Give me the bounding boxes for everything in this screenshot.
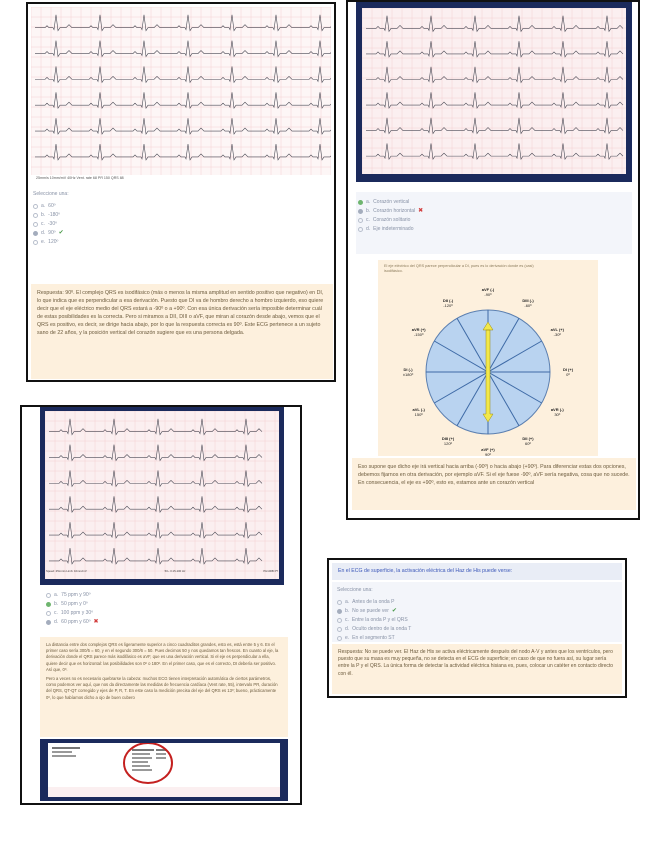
answer-options	[33, 190, 328, 247]
option-text: 60º	[48, 203, 56, 209]
ecg-report-header	[48, 743, 280, 797]
option-letter: c.	[345, 617, 349, 623]
ecg-footer	[46, 569, 278, 573]
option-text: -180º	[48, 212, 61, 218]
lead-degree: ±180º	[402, 372, 414, 377]
lead-name: aVL (+)	[550, 327, 564, 332]
lead-degree: 30º	[554, 412, 561, 417]
lead-name: DI (+)	[562, 367, 574, 372]
option-letter: d.	[345, 626, 350, 632]
answer-explanation	[40, 637, 288, 737]
lead-degree: 90º	[485, 452, 491, 457]
option-letter: d.	[366, 226, 371, 232]
ecg-strip-12-lead	[31, 7, 331, 175]
option-text: Antes de la onda P	[352, 599, 395, 605]
radio-icon[interactable]	[358, 200, 363, 205]
answer-text: Respuesta: No se puede ver. El Haz de His se activa eléctricamente después del nodo A-V y antes que los ventrículos, pero puesto que su masa es muy pequeña, no se detecta en el ECG de superficie; en caso de que no fuera así, su lugar sería entre la P y el QRS. La única forma de detectar la actividad eléctrica hisiana es, pues, colocar un catéter en contacto directo con él.	[338, 649, 614, 677]
radio-icon[interactable]	[337, 600, 342, 605]
option-b[interactable]	[33, 211, 328, 220]
answer-text-2: Pero a veces no es necesario quebrarse la cabeza: muchos ECG tienen interpretación automática de ciertos parámetros, como podemos ver aquí, que nos da directamente las medidas de frecuencia cardíaca (Vent rate, 55), intervalo PR, duración del QRS, QT-QT corregido y ejes de P, R, T. En este caso la medición precisa del eje del QRS es 13º; bueno, prácticamente 0º, lo que habíamos dicho a ojo de buen cubero	[46, 676, 278, 700]
ecg-lead-trace	[366, 41, 623, 57]
ecg-lead-trace	[49, 470, 262, 486]
answer-explanation	[352, 458, 636, 510]
lead-label	[434, 436, 462, 446]
ecg-footer-right: PH100B P?	[263, 569, 278, 573]
option-text: 50 ppm y 0º	[61, 601, 88, 607]
answer-text: Respuesta: 90º. El complejo QRS es isodifásico (más o menos la misma amplitud en sentido positivo que negativo) en DI, lo que indica que es perpendicular a esa derivación. Puesto que DI va de hombro derecho a hombro izquierdo, eso quiere decir que el eje eléctrico medio del QRS estará a -90º o a +90º. Con esa única derivación sería imposible determinar cuál de estas posibilidades es la correcta. Pero si miramos a DII, DIII o aVF, que miran al corazón desde abajo, vemos que el QRS es positivo, es decir, se dirige hacia abajo, por lo que la respuesta correcta es 90º. Este ECG pertenece a un sujeto sano de 22 años, y la posición vertical del corazón sugiere que es una persona delgada.	[37, 290, 324, 336]
ecg-lead-trace	[366, 143, 623, 159]
option-a[interactable]	[33, 202, 328, 211]
answer-explanation	[332, 644, 622, 694]
radio-icon[interactable]	[46, 620, 51, 625]
correct-check-icon: ✔	[391, 608, 397, 614]
option-letter: c.	[41, 221, 45, 227]
option-letter: b.	[345, 608, 350, 614]
lead-label	[434, 298, 462, 308]
radio-icon[interactable]	[46, 593, 51, 598]
ecg-tracing	[362, 8, 626, 174]
lead-degree: 120º	[443, 441, 453, 447]
lead-degree: 60º	[525, 441, 531, 447]
lead-name: DI (-)	[403, 367, 413, 372]
ecg-lead-trace	[49, 522, 262, 538]
ecg-lead-trace	[35, 41, 331, 57]
wrong-cross-icon: ✖	[93, 619, 99, 625]
option-letter: d.	[54, 619, 59, 625]
option-e[interactable]	[337, 634, 617, 643]
option-a[interactable]	[46, 591, 286, 600]
question-panel-axis-degrees	[26, 2, 336, 382]
answer-options	[46, 591, 286, 627]
question-panel-heart-position	[346, 0, 640, 520]
answer-text-1: La distancia entre dos complejos QRS es ligeramente superior a cinco cuadraditos grandes, esto es, está entre 5 y 6. En el primer caso sería 300/5 = 60, y en el segundo 300/6 = 50. Pues decimos 50 y nos quedamos tan frescos. En cuanto al eje, la derivación donde el QRS parece más isodifásico es aVF, que es una derivación vertical. Si el eje es perpendicular a ella, quiere decir que es horizontal: las posibilidades son 0º o 180º. En el primer caso, que es el correcto, DI debería ser positivo. Así que, 0º.	[46, 642, 279, 672]
lead-name: aVR (+)	[411, 327, 426, 332]
lead-degree: -30º	[553, 332, 561, 337]
option-b[interactable]	[337, 607, 617, 616]
select-prompt: Seleccione una:	[33, 191, 69, 197]
ecg-lead-trace	[49, 496, 262, 512]
radio-icon[interactable]	[33, 204, 38, 209]
lead-degree: -90º	[484, 292, 492, 297]
option-d[interactable]	[46, 618, 286, 627]
option-d[interactable]	[337, 625, 617, 634]
lead-name: aVL (-)	[412, 407, 425, 412]
lead-label	[405, 327, 433, 337]
lead-degree: -60º	[524, 302, 532, 308]
report-measurements	[48, 743, 280, 797]
radio-icon[interactable]	[33, 240, 38, 245]
option-b[interactable]	[358, 207, 628, 216]
lead-name: DIII (+)	[441, 436, 455, 442]
option-a[interactable]	[358, 198, 628, 207]
ecg-footer: 25mm/s 10mm/mV 40Hz Vent. rate 68 PR 150 QRS 88	[36, 176, 124, 180]
lead-label	[514, 436, 542, 446]
lead-label	[394, 367, 422, 377]
option-letter: c.	[54, 610, 58, 616]
radio-icon[interactable]	[358, 209, 363, 214]
lead-label	[474, 287, 502, 297]
option-letter: c.	[366, 217, 370, 223]
option-text: Entre la onda P y el QRS	[351, 617, 408, 623]
option-b[interactable]	[46, 600, 286, 609]
option-a[interactable]	[337, 598, 617, 607]
lead-degree: 150º	[414, 412, 423, 417]
radio-icon[interactable]	[337, 618, 342, 623]
option-text: No se puede ver	[352, 608, 389, 614]
axis-diagram	[378, 260, 598, 456]
option-text: 120º	[48, 239, 59, 245]
option-text: Eje indeterminado	[373, 226, 414, 232]
ecg-lead-trace	[35, 66, 331, 82]
option-letter: d.	[41, 230, 46, 236]
lead-name: aVR (-)	[550, 407, 564, 412]
radio-icon[interactable]	[337, 636, 342, 641]
option-c[interactable]	[46, 609, 286, 618]
question-panel-his-bundle	[327, 558, 627, 698]
option-letter: e.	[345, 635, 350, 641]
lead-degree: -150º	[413, 332, 424, 337]
option-d[interactable]	[358, 225, 628, 234]
ecg-lead-trace	[366, 92, 623, 108]
lead-name: DII (-)	[442, 297, 454, 303]
ecg-tracing	[45, 411, 279, 579]
option-text: En el segmento ST	[352, 635, 395, 641]
lead-label	[514, 298, 542, 308]
ecg-lead-trace	[366, 67, 623, 83]
lead-name: DII (+)	[522, 436, 534, 442]
option-text: 75 ppm y 90º	[61, 592, 91, 598]
radio-icon[interactable]	[358, 227, 363, 232]
wrong-cross-icon: ✖	[418, 208, 424, 214]
lead-label	[474, 447, 502, 457]
lead-name: aVF (-)	[481, 287, 495, 292]
radio-icon[interactable]	[46, 611, 51, 616]
option-letter: b.	[366, 208, 371, 214]
radio-icon[interactable]	[358, 218, 363, 223]
ecg-tracing	[31, 7, 331, 175]
question-title: En el ECG de superficie, la activación eléctrica del Haz de His puede verse:	[332, 563, 622, 580]
lead-label	[543, 407, 571, 417]
lead-degree: 0º	[566, 372, 570, 377]
ecg-footer-mid: 50~ 0.15-100 Hz	[164, 569, 186, 573]
lead-label	[554, 367, 582, 377]
ecg-lead-trace	[35, 118, 331, 134]
select-prompt: Seleccione una:	[337, 587, 373, 593]
lead-label	[543, 327, 571, 337]
ecg-strip-12-lead	[362, 8, 626, 174]
diagram-title: El eje eléctrico del QRS parece perpendicular a DI, pues es lo derivación donde es (casi) isodifásico.	[384, 264, 534, 273]
radio-icon[interactable]	[33, 222, 38, 227]
radio-icon[interactable]	[46, 602, 51, 607]
lead-degree: -120º	[443, 302, 453, 308]
option-letter: a.	[41, 203, 46, 209]
option-text: Corazón horizontal	[373, 208, 416, 214]
option-letter: e.	[41, 239, 46, 245]
ecg-footer-left: Speed: 25mm/s Limb: 10mm/mV	[46, 569, 87, 573]
radio-icon[interactable]	[33, 231, 38, 236]
radio-icon[interactable]	[33, 213, 38, 218]
answer-options	[337, 586, 617, 643]
answer-explanation	[31, 284, 333, 379]
option-text: 60 ppm y 60º	[61, 619, 91, 625]
option-text: Oculto dentro de la onda T	[352, 626, 412, 632]
option-letter: b.	[54, 601, 59, 607]
answer-text: Eso supone que dicho eje irá vertical hacia arriba (-90º) o hacia abajo (+90º). Para diferenciar estas dos opciones, debemos fijarnos en otra derivación, por ejemplo aVF. Si el eje fuese -90º, aVF sería negativa, cosa que no sucede. En consecuencia, el eje es +90º, esto es, estamos ante un corazón vertical	[358, 464, 630, 486]
option-c[interactable]	[33, 220, 328, 229]
ecg-lead-trace	[35, 92, 331, 108]
option-text: Corazón vertical	[373, 199, 410, 205]
option-text: 90º	[48, 230, 56, 236]
option-letter: a.	[366, 199, 371, 205]
option-text: 100 ppm y 30º	[60, 610, 94, 616]
option-letter: a.	[345, 599, 350, 605]
option-d[interactable]	[33, 229, 328, 238]
option-text: -30º	[47, 221, 57, 227]
radio-icon[interactable]	[337, 627, 342, 632]
ecg-strip-12-lead	[45, 411, 279, 579]
option-c[interactable]	[358, 216, 628, 225]
question-panel-rate-axis	[20, 405, 302, 805]
option-e[interactable]	[33, 238, 328, 247]
option-text: Corazón solitario	[372, 217, 411, 223]
ecg-lead-trace	[49, 548, 262, 564]
lead-name: aVF (+)	[481, 447, 495, 452]
radio-icon[interactable]	[337, 609, 342, 614]
correct-check-icon: ✔	[58, 230, 64, 236]
ecg-lead-trace	[35, 144, 331, 160]
answer-options	[358, 198, 628, 234]
option-c[interactable]	[337, 616, 617, 625]
option-letter: b.	[41, 212, 46, 218]
lead-name: DIII (-)	[522, 297, 534, 303]
lead-label	[405, 407, 433, 417]
option-letter: a.	[54, 592, 59, 598]
ecg-lead-trace	[49, 445, 262, 461]
ecg-lead-trace	[366, 118, 623, 134]
